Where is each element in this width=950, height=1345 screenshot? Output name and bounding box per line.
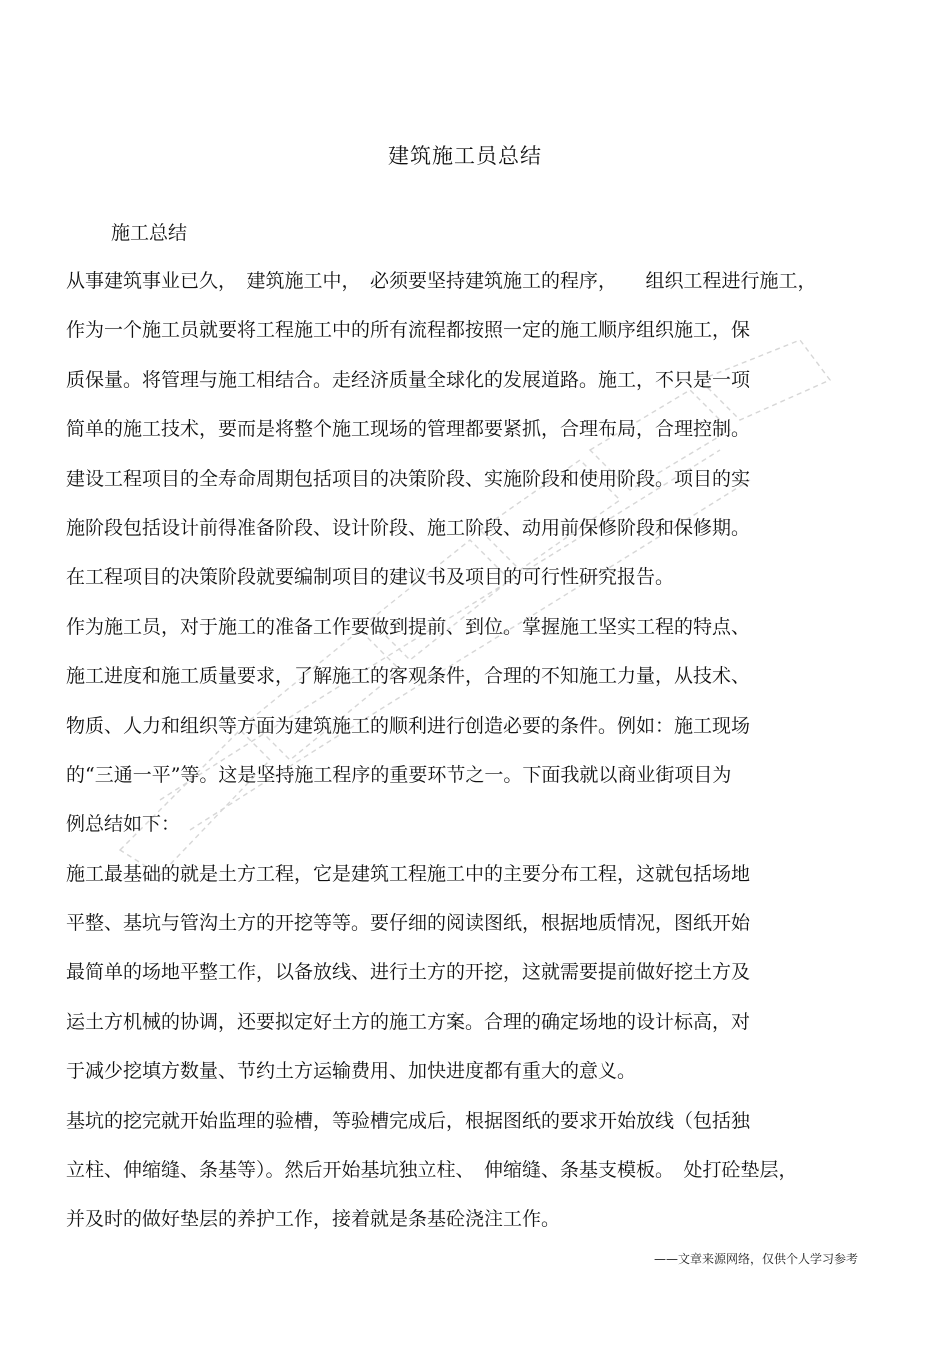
text-line: 物质、人力和组织等方面为建筑施工的顺利进行创造必要的条件。例如：施工现场 [66, 714, 751, 737]
text-line: 运土方机械的协调，还要拟定好土方的施工方案。合理的确定场地的设计标高，对 [66, 1010, 751, 1033]
document-title: 建筑施工员总结 [388, 144, 542, 168]
text-line: 于减少挖填方数量、节约土方运输费用、加快进度都有重大的意义。 [66, 1060, 637, 1083]
text-line: 基坑的挖完就开始监理的验槽，等验槽完成后，根据图纸的要求开始放线（包括独 [66, 1109, 751, 1132]
text-line: 作为施工员，对于施工的准备工作要做到提前、到位。掌握施工坚实工程的特点、 [66, 615, 751, 638]
text-line: 施阶段包括设计前得准备阶段、设计阶段、施工阶段、动用前保修阶段和保修期。 [66, 516, 751, 539]
text-line: 质保量。将管理与施工相结合。走经济质量全球化的发展道路。施工，不只是一项 [66, 368, 751, 391]
text-line: 施工最基础的就是土方工程，它是建筑工程施工中的主要分布工程，这就包括场地 [66, 862, 751, 885]
document-body [66, 268, 866, 1256]
text-line: 从事建筑事业已久， 建筑施工中， 必须要坚持建筑施工的程序， 组织工程进行施工， [66, 270, 817, 292]
text-line: 施工进度和施工质量要求，了解施工的客观条件，合理的不知施工力量，从技术、 [66, 665, 751, 688]
text-line: 建设工程项目的全寿命周期包括项目的决策阶段、实施阶段和使用阶段。项目的实 [66, 467, 751, 490]
text-line: 例总结如下： [66, 813, 181, 836]
text-line: 平整、基坑与管沟土方的开挖等等。要仔细的阅读图纸，根据地质情况，图纸开始 [66, 912, 751, 935]
text-line: 在工程项目的决策阶段就要编制项目的建议书及项目的可行性研究报告。 [66, 566, 675, 589]
source-footnote: ——文章来源网络，仅供个人学习参考 [653, 1252, 858, 1266]
text-line: 并及时的做好垫层的养护工作，接着就是条基砼浇注工作。 [66, 1208, 561, 1231]
text-line: 作为一个施工员就要将工程施工中的所有流程都按照一定的施工顺序组织施工，保 [66, 319, 751, 342]
section-heading: 施工总结 [111, 222, 188, 244]
text-line: 最简单的场地平整工作，以备放线、进行土方的开挖，这就需要提前做好挖土方及 [66, 961, 751, 984]
text-line: 立柱、伸缩缝、条基等）。然后开始基坑独立柱、 伸缩缝、条基支模板。 处打砼垫层， [66, 1159, 798, 1182]
text-line: 简单的施工技术，要而是将整个施工现场的管理都要紧抓，合理布局，合理控制。 [66, 418, 751, 441]
text-line: 的“三通一平”等。这是坚持施工程序的重要环节之一。下面我就以商业街项目为 [66, 763, 732, 786]
